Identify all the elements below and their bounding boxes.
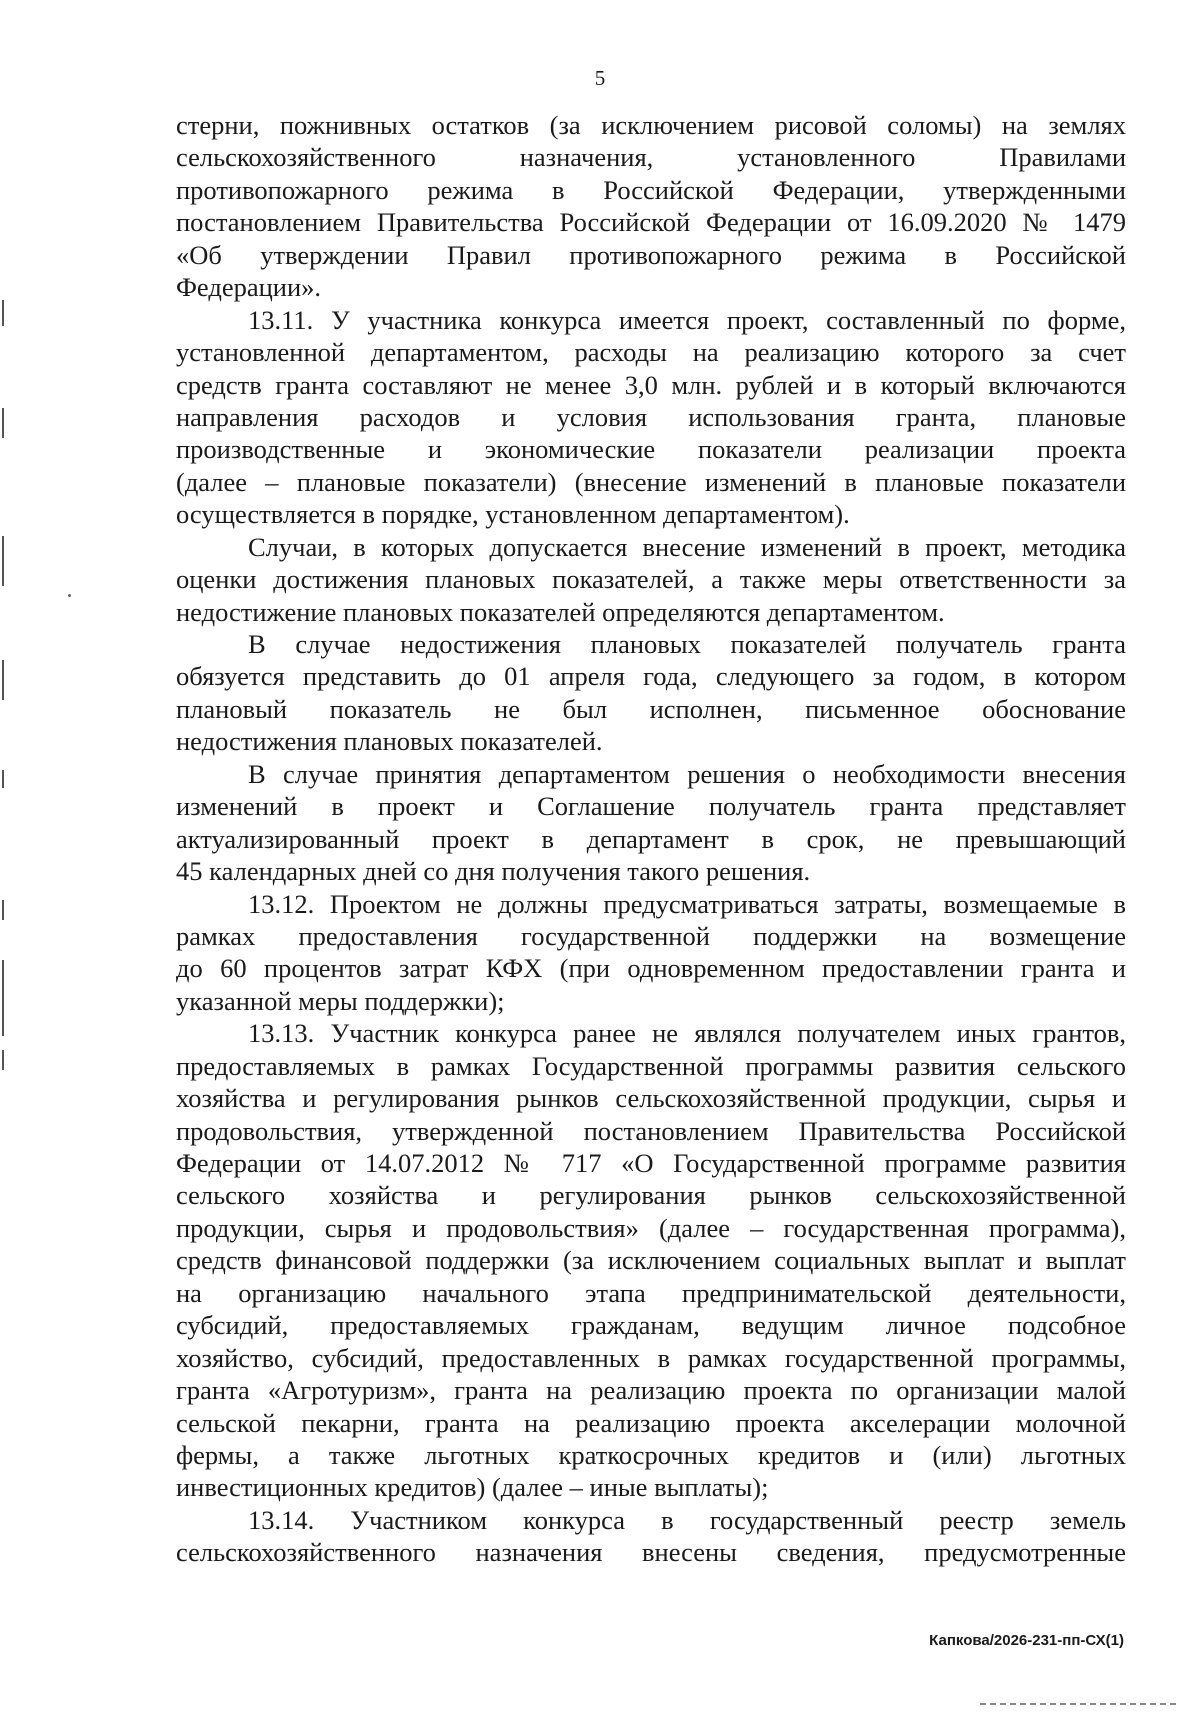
- scan-artifact: [980, 1703, 1180, 1705]
- text-line: рамках предоставления государственной поддержки на возмещение: [176, 920, 1126, 951]
- text-line: продовольствия, утвержденной постановлением Правительства Российской: [176, 1115, 1126, 1146]
- text-line: инвестиционных кредитов) (далее – иные выплаты);: [176, 1472, 769, 1503]
- scan-artifact: [2, 408, 4, 438]
- text-line: Федерации».: [176, 272, 322, 303]
- text-line: установленной департаментом, расходы на реализацию которого за счет: [176, 337, 1126, 368]
- text-line: продукции, сырья и продовольствия» (далее – государственная программа),: [176, 1212, 1126, 1243]
- text-line: субсидий, предоставляемых гражданам, ведущим личное подсобное: [176, 1310, 1126, 1341]
- text-line: оценки достижения плановых показателей, а также меры ответственности за: [176, 564, 1126, 595]
- text-line: постановлением Правительства Российской Федерации от 16.09.2020 № 1479: [176, 207, 1126, 238]
- text-line: недостижение плановых показателей определяются департаментом.: [176, 596, 945, 627]
- text-line: В случае недостижения плановых показателей получатель гранта: [248, 629, 1126, 659]
- text-line: хозяйство, субсидий, предоставленных в рамках государственной программы,: [176, 1342, 1126, 1373]
- body-text: [176, 109, 1126, 1569]
- text-line: В случае принятия департаментом решения о необходимости внесения: [248, 758, 1126, 789]
- document-code: Капкова/2026-231-пп-СХ(1): [929, 1632, 1124, 1649]
- text-line: «Об утверждении Правил противопожарного режима в Российской: [176, 239, 1126, 270]
- text-line: производственные и экономические показатели реализации проекта: [176, 434, 1126, 465]
- text-line: обязуется представить до 01 апреля года, следующего за годом, в котором: [176, 661, 1126, 692]
- text-line: стерни, пожнивных остатков (за исключением рисовой соломы) на землях: [176, 110, 1126, 140]
- text-line: противопожарного режима в Российской Федерации, утвержденными: [176, 174, 1126, 205]
- text-line: недостижения плановых показателей.: [176, 726, 603, 757]
- text-line: Федерации от 14.07.2012 № 717 «О Государственной программе развития: [176, 1148, 1126, 1178]
- page-number: 5: [594, 66, 606, 90]
- scan-artifact: [2, 536, 4, 586]
- text-line: сельского хозяйства и регулирования рынков сельскохозяйственной: [176, 1180, 1126, 1211]
- scan-artifact: [2, 770, 4, 788]
- text-line: указанной меры поддержки);: [176, 985, 505, 1016]
- scan-artifact: [68, 594, 71, 597]
- scan-artifact: [2, 660, 4, 700]
- text-line: изменений в проект и Соглашение получатель гранта представляет: [176, 791, 1126, 822]
- text-line: гранта «Агротуризм», гранта на реализацию проекта по организации малой: [176, 1375, 1126, 1406]
- text-line: Случаи, в которых допускается внесение изменений в проект, методика: [248, 531, 1126, 562]
- text-line: сельской пекарни, гранта на реализацию проекта акселерации молочной: [176, 1407, 1126, 1438]
- text-line: (далее – плановые показатели) (внесение изменений в плановые показатели: [176, 466, 1126, 497]
- scan-artifact: [2, 900, 4, 920]
- text-line: 45 календарных дней со дня получения такого решения.: [176, 856, 811, 887]
- text-line: сельскохозяйственного назначения, установленного Правилами: [176, 142, 1126, 173]
- text-line: на организацию начального этапа предпринимательской деятельности,: [176, 1277, 1126, 1308]
- text-line: сельскохозяйственного назначения внесены сведения, предусмотренные: [176, 1537, 1126, 1568]
- scan-artifact: [2, 300, 4, 326]
- text-line: фермы, а также льготных краткосрочных кредитов и (или) льготных: [176, 1439, 1126, 1470]
- scan-artifact: [2, 960, 4, 1036]
- text-line: актуализированный проект в департамент в срок, не превышающий: [176, 823, 1126, 854]
- text-line: хозяйства и регулирования рынков сельскохозяйственной продукции, сырья и: [176, 1083, 1126, 1114]
- text-line: 13.11. У участника конкурса имеется проект, составленный по форме,: [248, 304, 1126, 335]
- text-line: направления расходов и условия использования гранта, плановые: [176, 401, 1126, 432]
- text-line: 13.13. Участник конкурса ранее не являлся получателем иных грантов,: [248, 1018, 1126, 1049]
- text-line: средств гранта составляют не менее 3,0 млн. рублей и в который включаются: [176, 369, 1126, 400]
- text-line: предоставляемых в рамках Государственной программы развития сельского: [176, 1050, 1126, 1081]
- scan-artifact: [2, 1050, 4, 1070]
- text-line: средств финансовой поддержки (за исключением социальных выплат и выплат: [176, 1245, 1126, 1276]
- text-line: плановый показатель не был исполнен, письменное обоснование: [176, 693, 1126, 724]
- text-line: 13.12. Проектом не должны предусматриваться затраты, возмещаемые в: [248, 888, 1126, 919]
- text-line: осуществляется в порядке, установленном департаментом).: [176, 499, 850, 530]
- text-line: до 60 процентов затрат КФХ (при одновременном предоставлении гранта и: [176, 953, 1126, 984]
- text-line: 13.14. Участником конкурса в государственный реестр земель: [248, 1504, 1126, 1535]
